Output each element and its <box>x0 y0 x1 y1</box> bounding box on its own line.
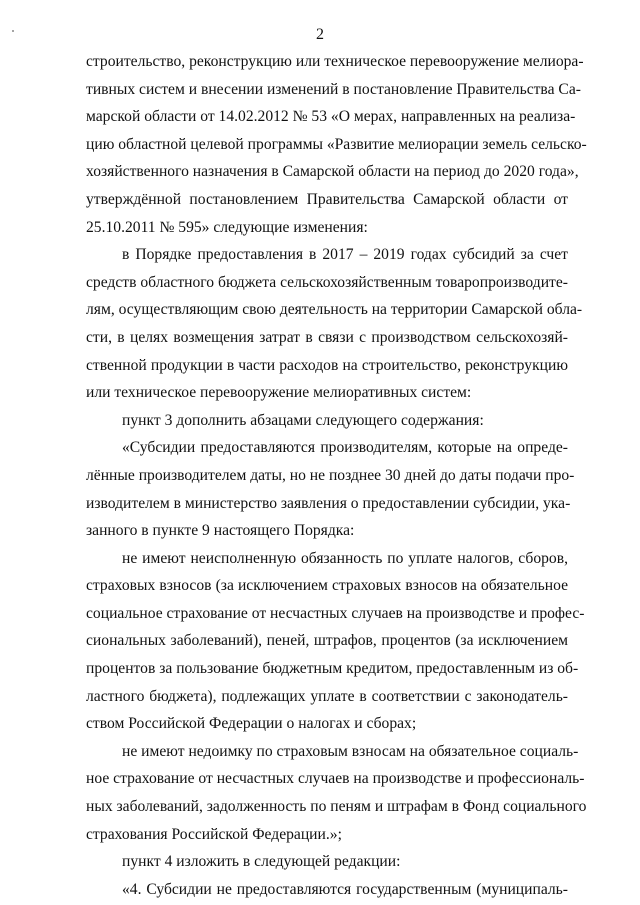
text-line: сиональных заболеваний), пеней, штрафов, процентов (за исключением <box>86 632 568 650</box>
text-line: ных заболеваний, задолженность по пеням и штрафам в Фонд социального <box>86 798 587 816</box>
text-line: «Субсидии предоставляются производителям, которые на опреде- <box>122 439 568 457</box>
text-line: ством Российской Федерации о налогах и сборах; <box>86 715 417 733</box>
text-line: социальное страхование от несчастных случаев на производстве и профес- <box>86 604 585 622</box>
text-line: 25.10.2011 № 595» следующие изменения: <box>86 218 368 236</box>
text-line: «4. Субсидии не предоставляются государственным (муниципаль- <box>122 880 568 898</box>
text-line: ластного бюджета), подлежащих уплате в соответствии с законодатель- <box>86 687 568 705</box>
text-line: утверждённой постановлением Правительства Самарской области от <box>86 190 568 208</box>
text-line: или техническое перевооружение мелиоративных систем: <box>86 384 472 402</box>
text-line: строительство, реконструкцию или техническое перевооружение мелиора- <box>86 53 584 70</box>
text-line: пункт 4 изложить в следующей редакции: <box>122 853 401 871</box>
text-line: в Порядке предоставления в 2017 – 2019 годах субсидий за счет <box>122 246 568 264</box>
text-line: ственной продукции в части расходов на строительство, реконструкцию <box>86 356 568 374</box>
text-line: не имеют неисполненную обязанность по уплате налогов, сборов, <box>122 549 568 567</box>
text-line: занного в пункте 9 настоящего Порядка: <box>86 522 355 540</box>
text-line: изводителем в министерство заявления о предоставлении субсидии, ука- <box>86 494 571 512</box>
text-line: лённые производителем даты, но не позднее 30 дней до даты подачи про- <box>86 466 575 484</box>
text-line: пункт 3 дополнить абзацами следующего содержания: <box>122 411 484 429</box>
text-line: марской области от 14.02.2012 № 53 «О мерах, направленных на реализа- <box>86 108 576 126</box>
text-line: тивных систем и внесении изменений в постановление Правительства Са- <box>86 80 581 98</box>
text-line: процентов за пользование бюджетным кредитом, предоставленным из об- <box>86 660 579 678</box>
document-body <box>86 48 587 903</box>
text-line: ное страхование от несчастных случаев на производстве и профессиональ- <box>86 770 585 788</box>
text-line: лям, осуществляющим свою деятельность на территории Самарской обла- <box>86 301 583 319</box>
text-line: средств областного бюджета сельскохозяйственным товаропроизводите- <box>86 273 568 291</box>
page-number: 2 <box>316 26 324 43</box>
text-line: страхования Российской Федерации.»; <box>86 825 342 843</box>
text-line: не имеют недоимку по страховым взносам на обязательное социаль- <box>122 742 579 760</box>
text-line: страховых взносов (за исключением страховых взносов на обязательное <box>86 577 568 595</box>
text-line: хозяйственного назначения в Самарской области на период до 2020 года», <box>86 163 579 181</box>
text-line: сти, в целях возмещения затрат в связи с производством сельскохозяй- <box>86 328 568 346</box>
text-line: цию областной целевой программы «Развитие мелиорации земель сельско- <box>86 135 587 153</box>
